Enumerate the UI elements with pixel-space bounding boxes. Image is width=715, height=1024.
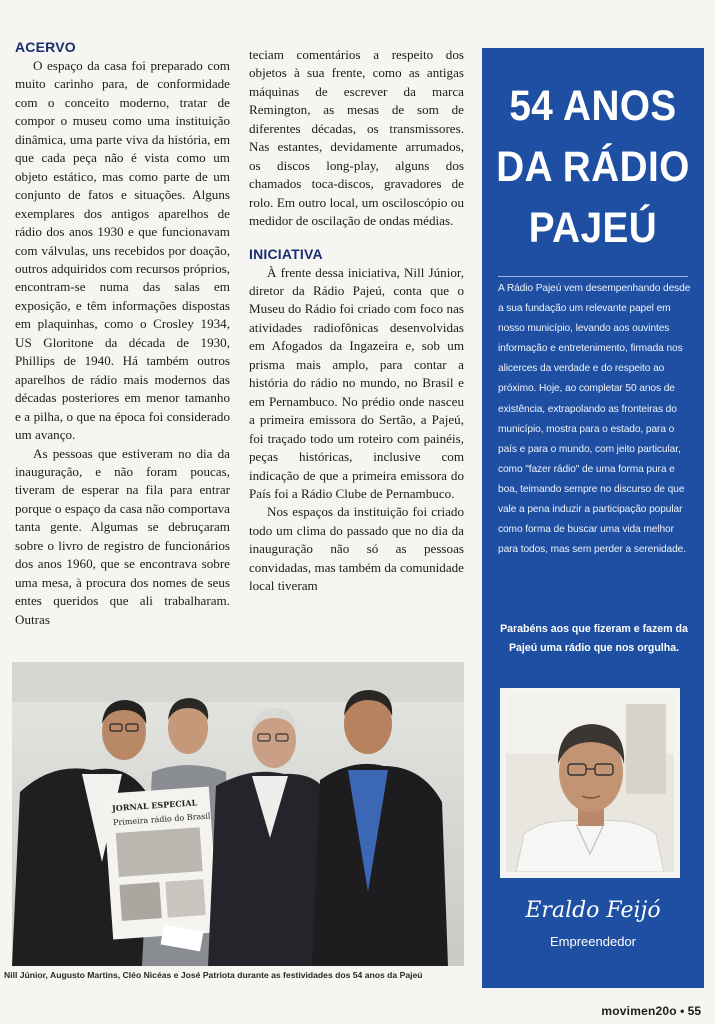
signature-role: Empreendedor <box>550 934 636 949</box>
section-heading-iniciativa: INICIATIVA <box>249 245 323 262</box>
article-paragraph-continuation: teciam comentários a respeito dos objetos à sua frente, como as antigas máquinas de escrever da marca Remington, as mesas de som de diferentes décadas, os transmissores. Nas estantes, devidamente arrumados, os discos long-play, alguns dos chamados toca-discos, gravadores de rolo. Em outro local, um osciloscópio ou medidor de oscilação de ondas médias. <box>249 47 464 229</box>
group-photo <box>12 662 464 966</box>
page-footer <box>601 1004 701 1018</box>
newspaper-header: JORNAL ESPECIAL <box>111 797 198 814</box>
magazine-brand: movimen20o <box>601 1004 677 1018</box>
article-left-column <box>15 38 230 629</box>
sidebar-title <box>493 76 693 259</box>
portrait-photo <box>500 688 680 878</box>
sidebar-title-line: DA RÁDIO <box>496 143 690 191</box>
page-number: 55 <box>687 1004 701 1018</box>
portrait-illustration <box>506 694 674 872</box>
footer-separator: • <box>680 1004 685 1018</box>
article-middle-column <box>249 46 464 596</box>
signature: Eraldo Feijó <box>525 898 661 923</box>
sidebar-title-line: 54 ANOS <box>509 82 677 130</box>
sidebar-closing-text: Parabéns aos que fizeram e fazem da Pajeú uma rádio que nos orgulha. <box>500 623 688 654</box>
section-heading-acervo: ACERVO <box>15 39 76 55</box>
article-paragraph: As pessoas que estiveram no dia da inauguração, e não foram poucas, tiveram de esperar na fila para entrar porque o espaço da casa não comportava tanta gente. Algumas se debruçaram sobre o livro de registro de funcionários dos anos 1960, que se encontrava sobre uma mesa, à procura dos nomes de seus entes queridos que ali trabalharam. Outras <box>15 445 230 627</box>
sidebar-title-line: PAJEÚ <box>528 204 658 252</box>
article-paragraph: À frente dessa iniciativa, Nill Júnior, diretor da Rádio Pajeú, conta que o Museu do Rádio foi criado com foco nas atividades radiofônicas desenvolvidas em Afogados da Ingazeira e, sob um prisma mais amplo, para contar a história do rádio no mundo, no Brasil e em Pernambuco. No prédio onde nasceu a primeira emissora do Sertão, a Pajeú, foi traçado todo um roteiro com painéis, peças históricas, inclusive com indicação de que a primeira emissora do País foi a Rádio Clube de Pernambuco. <box>249 264 464 501</box>
photo-caption: Nill Júnior, Augusto Martins, Cléo Nicéas e José Patriota durante as festividades dos 54 anos da Pajeú <box>4 970 423 980</box>
group-photo-illustration <box>12 662 464 966</box>
sidebar-body-text: A Rádio Pajeú vem desempenhando desde a sua fundação um relevante papel em nosso município, levando aos ouvintes informação e entretenimento, firmada nos alicerces da verdade e do respeito ao próximo. Hoje, ao completar 50 anos de existência, extrapolando as fronteiras do município, mostra para o estado, para o país e para o mundo, com jeito particular, como "fazer rádio" de uma forma pura e boa, teimando sempre no discurso de que vale a pena induzir a participação popular como forma de buscar uma vida melhor para todos, mas sem perder a serenidade. <box>498 283 691 556</box>
sidebar-divider <box>498 276 688 277</box>
article-paragraph: O espaço da casa foi preparado com muito carinho para, de conformidade com o conceito moderno, tratar de compor o museu como uma instituição dinâmica, uma parte viva da história, em que cada peça não é vista como um objeto estático, mas como parte de um conjunto de fatos e situações. Alguns exemplares dos antigos aparelhos de rádio dos anos 1930 e que funcionavam com válvulas, uns recebidos por doação, outros adquiridos com recursos próprios, encontram-se numa das salas em exposição, e têm informações dispostas em plaquinhas, como o Crosley 1934, US Gloritone da década de 1930, Phillips de 1940. Há também outros aparelhos de rádio mais modernos das décadas posteriores em menor tamanho e a pilha, o que na época foi considerado um avanço. <box>15 58 230 443</box>
sidebar-panel <box>482 48 704 988</box>
article-paragraph: Nos espaços da instituição foi criado todo um clima do passado que no dia da inauguração não só as pessoas convidadas, mas também da comunidade local tiveram <box>249 504 464 594</box>
newspaper-headline: Primeira rádio do Brasil <box>112 811 211 828</box>
